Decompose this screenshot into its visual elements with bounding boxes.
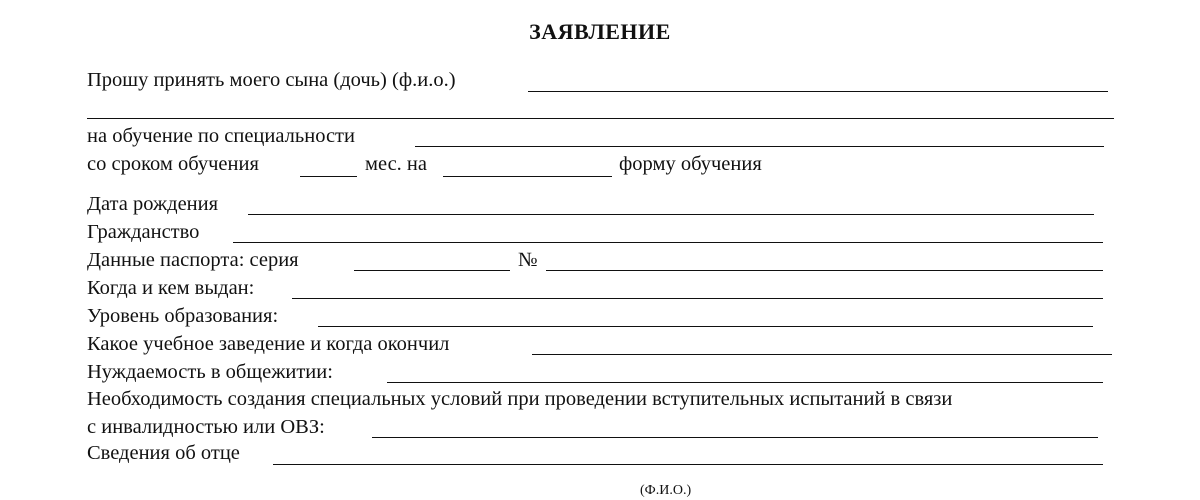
term-months-field[interactable] — [300, 176, 357, 177]
form-label: форму обучения — [619, 153, 762, 175]
dormitory-label: Нуждаемость в общежитии: — [87, 361, 333, 383]
special-conditions-label-line2: с инвалидностью или ОВЗ: — [87, 416, 325, 438]
specialty-field[interactable] — [415, 146, 1104, 147]
education-level-field[interactable] — [318, 326, 1093, 327]
specialty-label: на обучение по специальности — [87, 125, 355, 147]
issued-label: Когда и кем выдан: — [87, 277, 255, 299]
father-name-field[interactable] — [273, 464, 1103, 465]
request-label: Прошу принять моего сына (дочь) (ф.и.о.) — [87, 69, 456, 91]
special-conditions-field[interactable] — [372, 437, 1098, 438]
citizenship-field[interactable] — [233, 242, 1103, 243]
document-title: ЗАЯВЛЕНИЕ — [529, 19, 671, 44]
school-field[interactable] — [532, 354, 1112, 355]
term-label: со сроком обучения — [87, 153, 259, 175]
passport-label: Данные паспорта: серия — [87, 249, 299, 271]
citizenship-label: Гражданство — [87, 221, 200, 243]
dormitory-field[interactable] — [387, 382, 1103, 383]
passport-series-field[interactable] — [354, 270, 510, 271]
issued-field[interactable] — [292, 298, 1103, 299]
passport-number-sign: № — [518, 249, 538, 271]
school-label: Какое учебное заведение и когда окончил — [87, 333, 450, 355]
education-level-label: Уровень образования: — [87, 305, 279, 327]
child-name-continuation-field[interactable] — [87, 118, 1114, 119]
father-label: Сведения об отце — [87, 442, 240, 464]
birth-date-field[interactable] — [248, 214, 1094, 215]
special-conditions-label-line1: Необходимость создания специальных условий при проведении вступительных испытаний в связи — [87, 388, 953, 410]
child-name-field[interactable] — [528, 91, 1108, 92]
fio-caption: (Ф.И.О.) — [640, 483, 692, 498]
birth-date-label: Дата рождения — [87, 193, 219, 215]
passport-number-field[interactable] — [546, 270, 1103, 271]
study-form-field[interactable] — [443, 176, 612, 177]
months-label: мес. на — [365, 153, 428, 175]
